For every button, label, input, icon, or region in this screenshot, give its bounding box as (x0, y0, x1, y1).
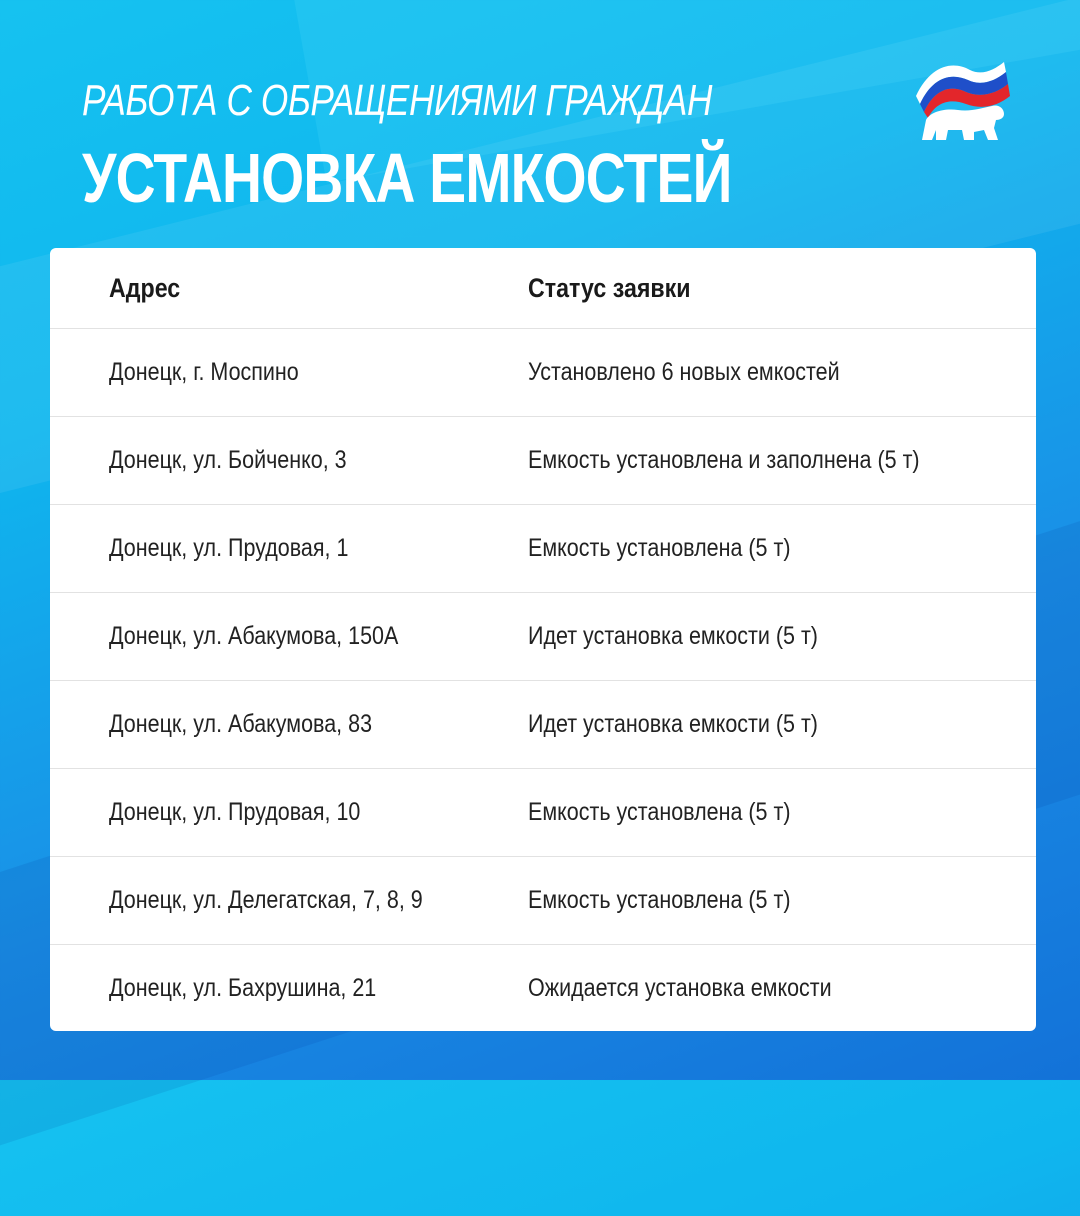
table-row (50, 944, 1036, 1031)
table-header-row (50, 248, 1036, 328)
table-row (50, 504, 1036, 592)
address-cell: Донецк, ул. Прудовая, 10 (109, 798, 361, 826)
table-row (50, 856, 1036, 944)
address-cell: Донецк, ул. Бойченко, 3 (109, 446, 347, 474)
status-cell: Емкость установлена (5 т) (528, 534, 791, 562)
address-cell: Донецк, ул. Бахрушина, 21 (109, 974, 377, 1002)
status-cell: Емкость установлена (5 т) (528, 798, 791, 826)
address-cell: Донецк, ул. Абакумова, 150А (109, 622, 399, 650)
address-cell: Донецк, ул. Делегатская, 7, 8, 9 (109, 886, 423, 914)
status-cell: Установлено 6 новых емкостей (528, 358, 840, 386)
table-row (50, 416, 1036, 504)
status-cell: Емкость установлена и заполнена (5 т) (528, 446, 920, 474)
address-cell: Донецк, г. Моспино (109, 358, 299, 386)
status-cell: Идет установка емкости (5 т) (528, 710, 818, 738)
party-bear-flag-icon (908, 56, 1012, 144)
table-row (50, 328, 1036, 416)
column-header-status: Статус заявки (528, 272, 691, 303)
table-row (50, 680, 1036, 768)
status-cell: Идет установка емкости (5 т) (528, 622, 818, 650)
status-cell: Емкость установлена (5 т) (528, 886, 791, 914)
address-cell: Донецк, ул. Прудовая, 1 (109, 534, 349, 562)
page-subtitle: РАБОТА С ОБРАЩЕНИЯМИ ГРАЖДАН (82, 76, 712, 125)
status-cell: Ожидается установка емкости (528, 974, 832, 1002)
table-row (50, 768, 1036, 856)
address-cell: Донецк, ул. Абакумова, 83 (109, 710, 373, 738)
applications-table (50, 248, 1036, 1031)
column-header-address: Адрес (109, 272, 181, 303)
page-title: УСТАНОВКА ЕМКОСТЕЙ (82, 139, 732, 217)
table-row (50, 592, 1036, 680)
